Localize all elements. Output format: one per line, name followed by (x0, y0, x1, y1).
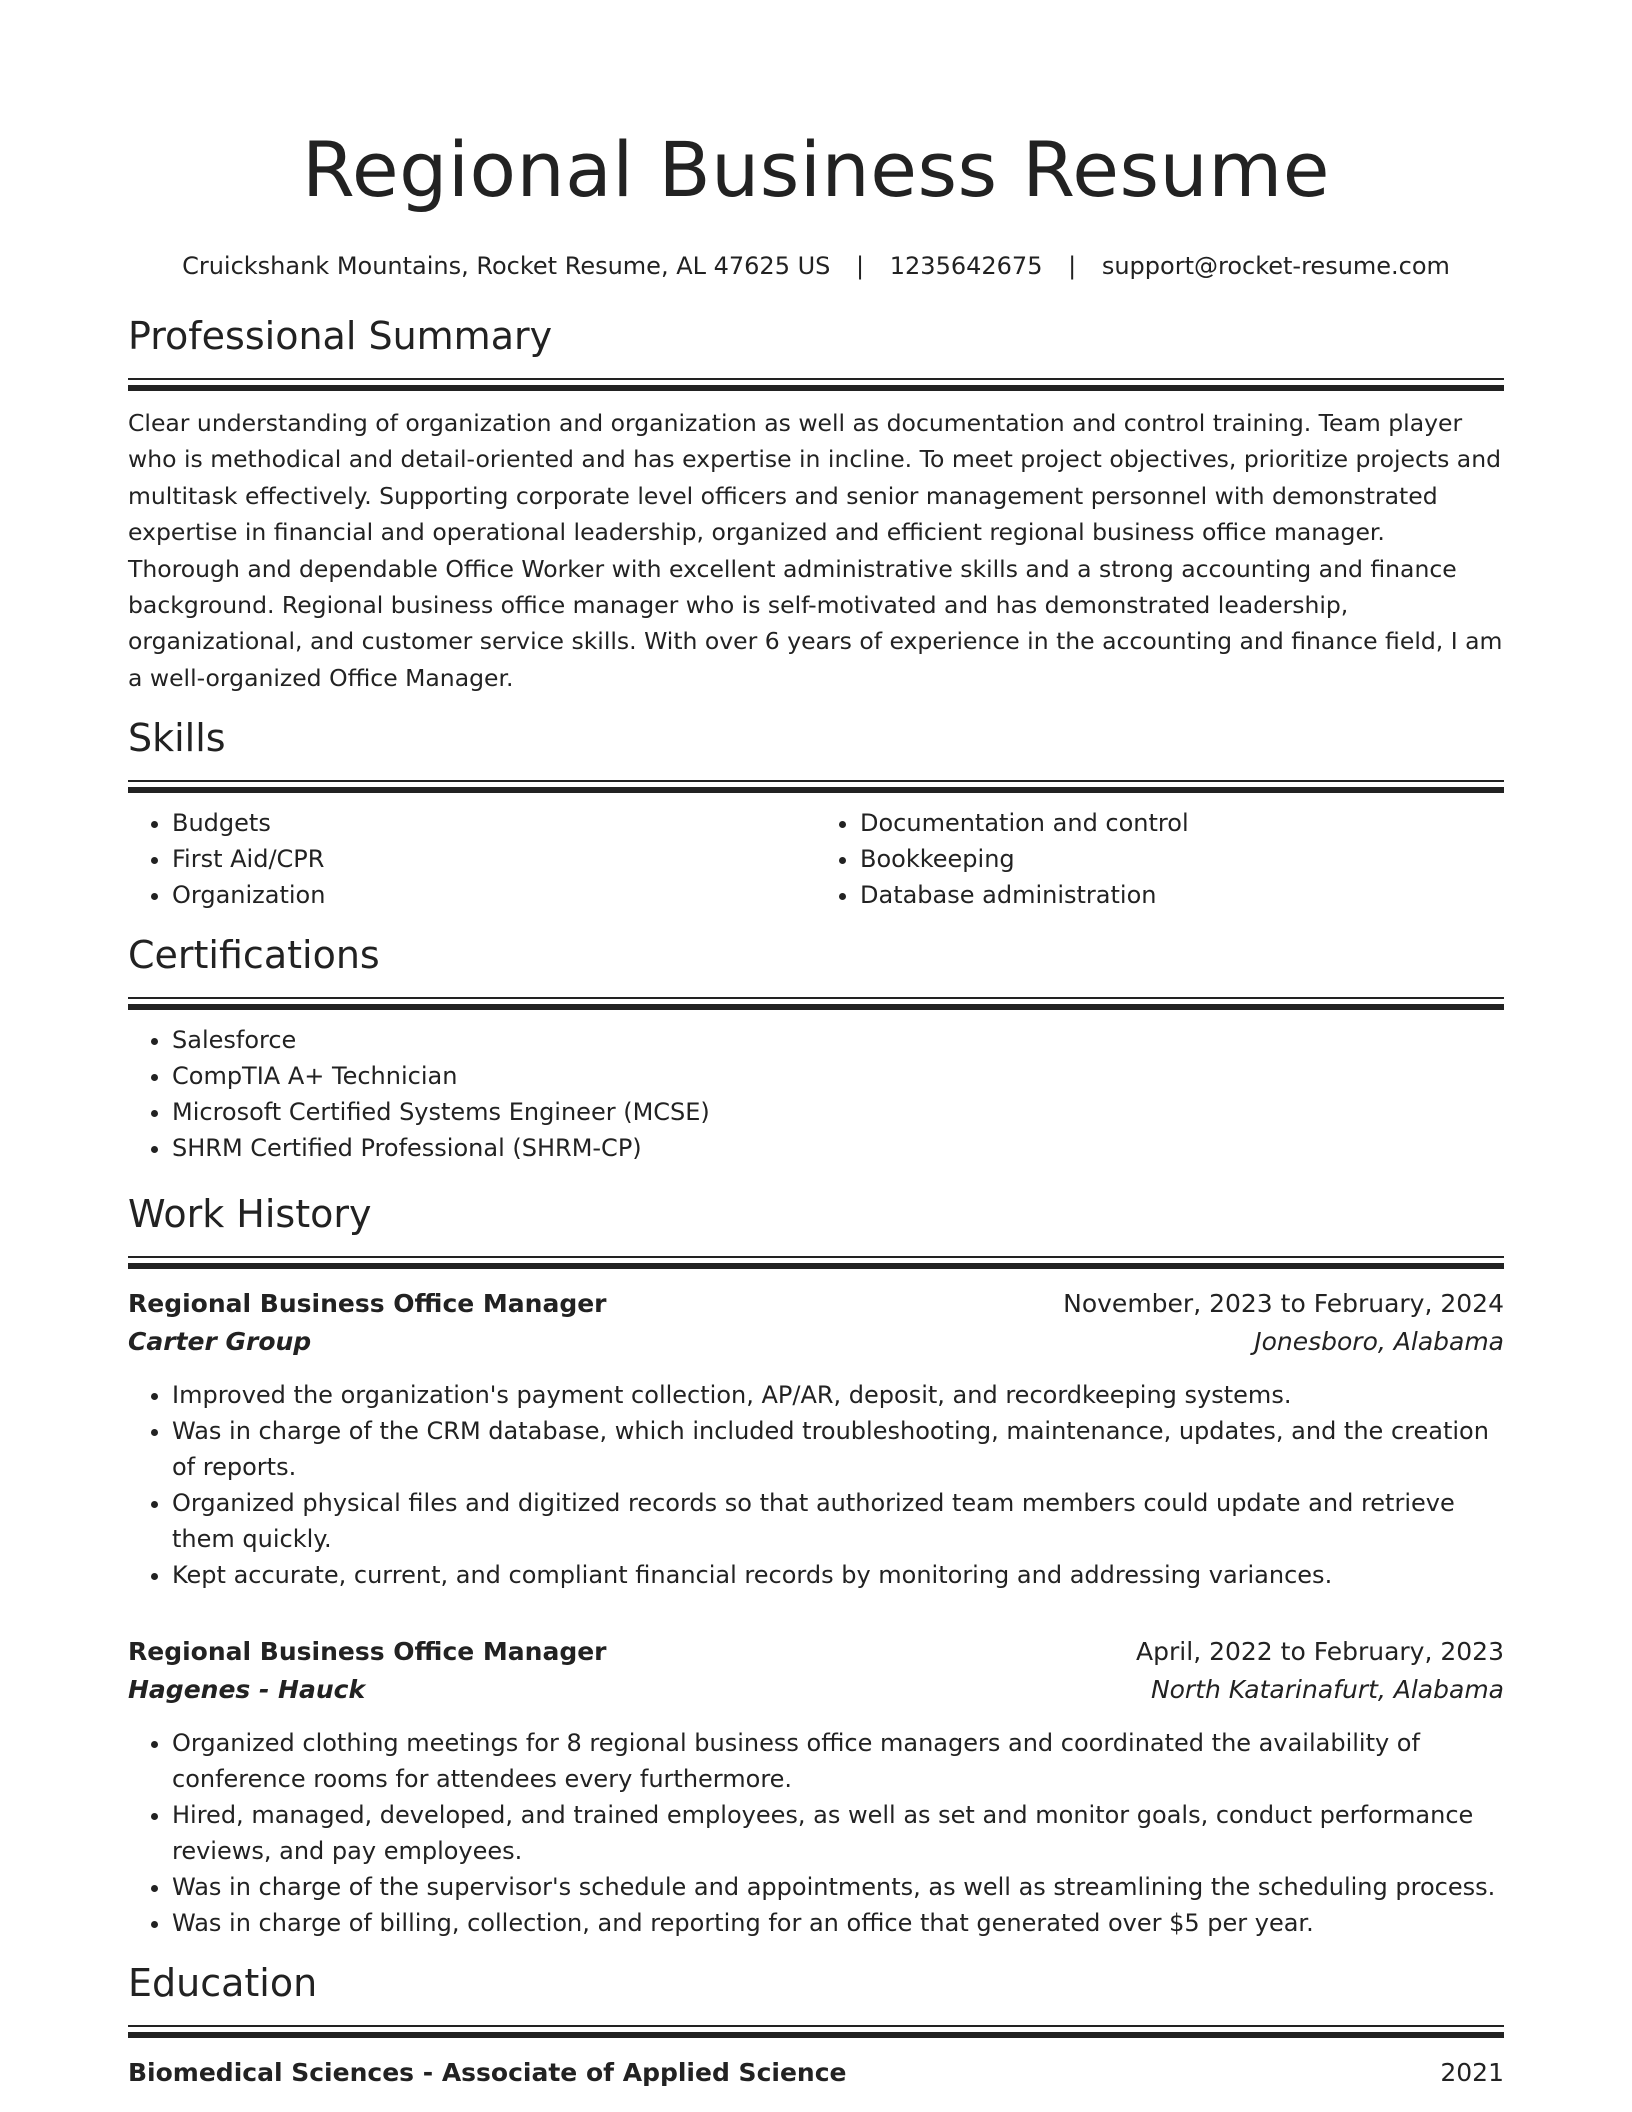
job-entry (128, 1285, 1504, 1593)
section-divider (128, 780, 1504, 793)
contact-phone: 1235642675 (889, 252, 1043, 280)
job-company: Hagenes - Hauck (128, 1675, 366, 1705)
job-dates: November, 2023 to February, 2024 (1063, 1289, 1504, 1319)
skills-column-left (128, 805, 816, 913)
job-bullet: • Kept accurate, current, and compliant financial records by monitoring and addressing variances. (172, 1557, 1504, 1593)
job-bullet: • Was in charge of billing, collection, and reporting for an office that generated over $5 per year. (172, 1905, 1504, 1941)
education-degree: Biomedical Sciences - Associate of Applied Science (128, 2058, 847, 2088)
job-location: Jonesboro, Alabama (1254, 1327, 1504, 1357)
certification-item: • Microsoft Certified Systems Engineer (MCSE) (172, 1094, 1504, 1130)
skills-section (128, 710, 1504, 913)
section-heading: Work History (128, 1192, 372, 1237)
job-subheader (128, 1671, 1504, 1709)
job-bullet: • Organized physical files and digitized records so that authorized team members could update and retrieve them quickly. (172, 1485, 1504, 1557)
skill-item: • Organization (172, 877, 816, 913)
section-heading: Education (128, 1961, 318, 2006)
certification-item: • CompTIA A+ Technician (172, 1058, 1504, 1094)
certifications-list (128, 1022, 1504, 1166)
job-dates: April, 2022 to February, 2023 (1136, 1637, 1504, 1667)
job-entry (128, 1633, 1504, 1941)
education-section (128, 1955, 1504, 2092)
section-divider (128, 378, 1504, 391)
job-company: Carter Group (128, 1327, 312, 1357)
job-bullet: • Organized clothing meetings for 8 regional business office managers and coordinated the availability of conference rooms for attendees every furthermore. (172, 1725, 1504, 1797)
job-bullets (128, 1725, 1504, 1941)
job-bullets (128, 1377, 1504, 1593)
skill-item: • Documentation and control (860, 805, 1504, 841)
summary-text: Clear understanding of organization and organization as well as documentation and control training. Team player who is methodical and detail-oriented and has expertise in incline. To meet project objectives, prioritize projects and multitask effectively. Supporting corporate level officers and senior management personnel with demonstrated expertise in financial and operational leadership, organized and efficient regional business office manager. Thorough and dependable Office Worker with excellent administrative skills and a strong accounting and finance background. Regional business office manager who is self-motivated and has demonstrated leadership, organizational, and customer service skills. With over 6 years of experience in the accounting and finance field, I am a well-organized Office Manager. (128, 409, 1503, 692)
skill-item: • Budgets (172, 805, 816, 841)
section-heading: Certifications (128, 933, 380, 978)
skill-item: • Database administration (860, 877, 1504, 913)
job-header (128, 1633, 1504, 1671)
job-bullet: • Was in charge of the CRM database, which included troubleshooting, maintenance, updates, and the creation of reports. (172, 1413, 1504, 1485)
section-divider (128, 997, 1504, 1010)
job-location: North Katarinafurt, Alabama (1150, 1675, 1504, 1705)
job-header (128, 1285, 1504, 1323)
section-divider (128, 1256, 1504, 1269)
resume-title: Regional Business Resume (301, 125, 1331, 214)
job-subheader (128, 1323, 1504, 1361)
contact-line (128, 248, 1504, 284)
summary-section (128, 308, 1504, 696)
section-divider (128, 2025, 1504, 2038)
skills-column-right (816, 805, 1504, 913)
contact-separator: | (1068, 252, 1077, 280)
certification-item: • Salesforce (172, 1022, 1504, 1058)
skills-grid (128, 793, 1504, 913)
job-bullet: • Was in charge of the supervisor's schedule and appointments, as well as streamlining the scheduling process. (172, 1869, 1504, 1905)
certification-item: • SHRM Certified Professional (SHRM-CP) (172, 1130, 1504, 1166)
certifications-section (128, 927, 1504, 1166)
job-title: Regional Business Office Manager (128, 1637, 607, 1667)
education-entry (128, 2054, 1504, 2092)
contact-address: Cruickshank Mountains, Rocket Resume, AL 47625 US (182, 252, 831, 280)
section-heading: Professional Summary (128, 314, 553, 358)
job-bullet: • Improved the organization's payment collection, AP/AR, deposit, and recordkeeping systems. (172, 1377, 1504, 1413)
section-heading: Skills (128, 716, 226, 761)
work-history-section (128, 1186, 1504, 1941)
job-bullet: • Hired, managed, developed, and trained employees, as well as set and monitor goals, conduct performance reviews, and pay employees. (172, 1797, 1504, 1869)
contact-separator: | (856, 252, 865, 280)
skill-item: • First Aid/CPR (172, 841, 816, 877)
job-title: Regional Business Office Manager (128, 1289, 607, 1319)
contact-email: support@rocket-resume.com (1101, 252, 1450, 280)
education-year: 2021 (1440, 2058, 1504, 2088)
skill-item: • Bookkeeping (860, 841, 1504, 877)
